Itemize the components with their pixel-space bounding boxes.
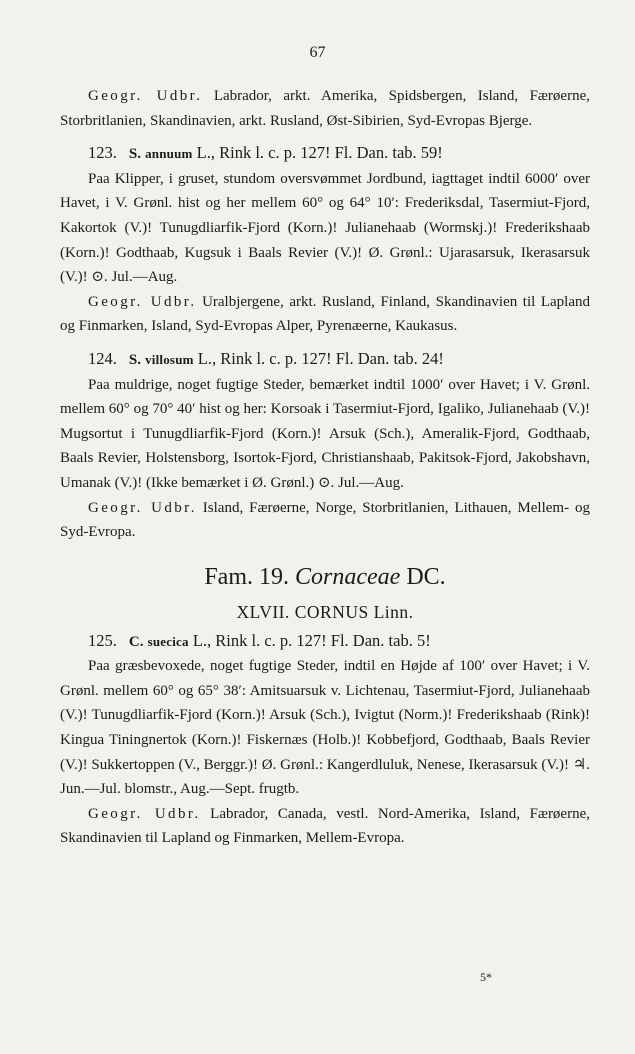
species-number: 123.	[88, 143, 117, 163]
geogr-text: Labrador, Canada, vestl. Nord-Amerika, Island, Færøerne, Skandinavien til Lapland og Finmarken, Mellem-Evropa.	[60, 805, 590, 847]
family-name: Cornaceae	[295, 563, 401, 590]
species-epithet: suecica	[147, 633, 189, 649]
species-heading-123	[60, 141, 590, 167]
genus-heading: XLVII. CORNUS Linn.	[236, 601, 414, 622]
geogr-text: Labrador, arkt. Amerika, Spidsbergen, Island, Færøerne, Storbritlanien, Skandinavien, arkt. Rusland, Øst-Sibirien, Syd-Evropas Bjerge.	[60, 88, 590, 129]
geogr-text: Uralbjergene, arkt. Rusland, Finland, Skandinavien til Lapland og Finmarken, Island, Syd-Evropas Alper, Pyrenæerne, Kaukasus.	[60, 293, 590, 335]
species-genus: C.	[128, 633, 144, 650]
page-content	[60, 84, 590, 851]
species-genus: S.	[128, 351, 141, 368]
geogr-paragraph-123	[60, 290, 590, 339]
family-prefix: Fam. 19.	[204, 563, 289, 590]
species-reference: L., Rink l. c. p. 127! Fl. Dan. tab. 5!	[188, 630, 431, 650]
geogr-label: Geogr. Udbr.	[88, 499, 197, 516]
family-heading	[60, 559, 590, 595]
species-epithet: annuum	[145, 146, 193, 162]
habitat-paragraph-125: Paa græsbevoxede, noget fugtige Steder, indtil en Højde af 100′ over Havet; i V. Grønl. mellem 60° og 65° 38′: Amitsuarsuk v. Lichtenau, Tasermiut-Fjord, Julianehaab (V.)! Tunugdliarfik-Fjord (Korn.)! Arsuk (Sch.), Ivigtut (Norm.)! Frederikshaab (Rink)! Kingua Tiningnertok (Korn.)! Fiskernæs (Holb.)! Kobbefjord, Godthaab, Baals Revier (V.)! Sukkertoppen (V., Berggr.)! Ø. Grønl.: Kangerdluluk, Nenese, Ikerasarsuk (V.)! ♃. Jun.—Jul. blomstr., Aug.—Sept. frugtb.	[60, 658, 590, 798]
geogr-paragraph-125	[60, 802, 590, 851]
species-heading-125	[60, 629, 590, 655]
habitat-paragraph-123: Paa Klipper, i gruset, stundom oversvømmet Jordbund, iagttaget indtil 6000′ over Havet, i V. Grønl. hist og her mellem 60° og 64° 10′: Frederiksdal, Tasermiut-Fjord, Kakortok (V.)! Tunugdliarfik-Fjord (Korn.)! Julianehaab (Wormskj.)! Frederikshaab (Korn.)! Godthaab, Kugsuk i Baals Revier (V.)! Ø. Grønl.: Ujarasarsuk, Ikerasarsuk (V.)! ⊙. Jul.—Aug.	[60, 170, 590, 286]
species-reference: L., Rink l. c. p. 127! Fl. Dan. tab. 59!	[192, 143, 443, 163]
species-reference: L., Rink l. c. p. 127! Fl. Dan. tab. 24!	[193, 348, 444, 368]
signature-mark: 5*	[480, 970, 492, 984]
species-epithet: villosum	[145, 351, 194, 367]
species-number: 125.	[88, 630, 117, 650]
geogr-text: Island, Færøerne, Norge, Storbritlanien, Lithauen, Mellem- og Syd-Evropa.	[60, 499, 590, 541]
habitat-paragraph-124: Paa muldrige, noget fugtige Steder, bemærket indtil 1000′ over Havet; i V. Grønl. mellem 60° og 70° 40′ hist og her: Korsoak i Tasermiut-Fjord, Igaliko, Julianehaab (V.)! Mugsortut i Tunugdliarfik-Fjord (Korn.)! Arsuk (Sch.), Ameralik-Fjord, Godthaab, Baals Revier, Holstensborg, Isortok-Fjord, Christianshaab, Pakitsok-Fjord, Jakobshavn, Umanak (V.)! (Ikke bemærket i Ø. Grønl.) ⊙. Jul.—Aug.	[60, 376, 590, 491]
geogr-paragraph-1	[60, 84, 590, 133]
geogr-label: Geogr. Udbr.	[88, 88, 203, 104]
geogr-label: Geogr. Udbr.	[88, 805, 201, 822]
geogr-label: Geogr. Udbr.	[88, 293, 197, 310]
species-number: 124.	[88, 348, 117, 368]
species-genus: S.	[128, 146, 141, 163]
geogr-paragraph-124	[60, 496, 590, 545]
page-number: 67	[309, 44, 326, 61]
family-author: DC.	[400, 563, 446, 590]
species-heading-124	[60, 347, 590, 373]
